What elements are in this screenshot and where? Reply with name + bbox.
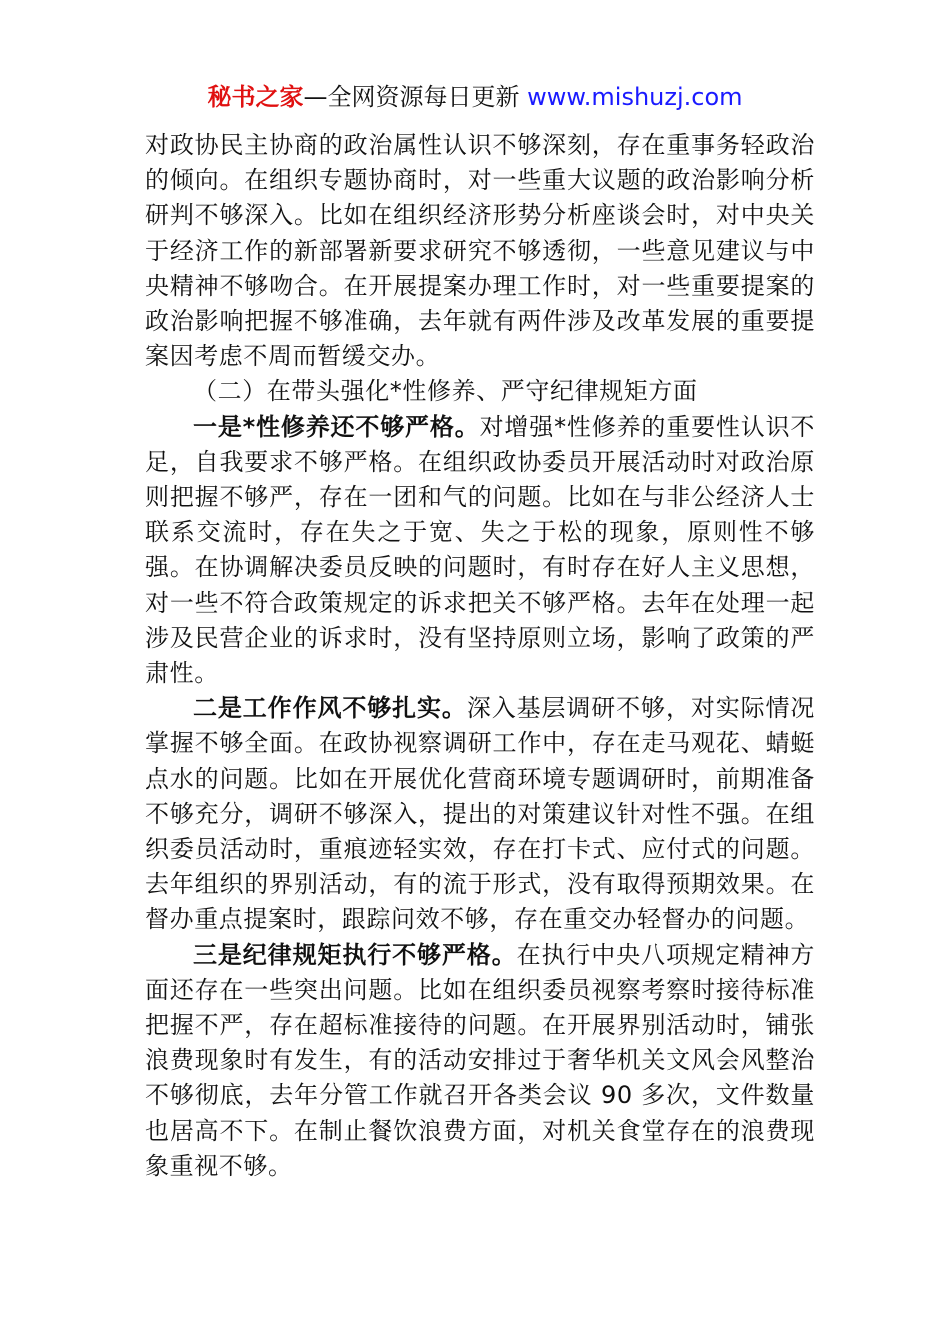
- paragraph-1: 对政协民主协商的政治属性认识不够深刻，存在重事务轻政治的倾向。在组织专题协商时，对一些重大议题的政治影响分析研判不够深入。比如在组织经济形势分析座谈会时，对中央关于经济工作的新部署新要求研究不够透彻，一些意见建议与中央精神不够吻合。在开展提案办理工作时，对一些重要提案的政治影响把握不够准确，去年就有两件涉及改革发展的重要提案因考虑不周而暂缓交办。: [145, 131, 815, 371]
- paragraph-4: [145, 938, 815, 1184]
- header-tagline: —全网资源每日更新: [303, 83, 520, 111]
- paragraph-3-body: 深入基层调研不够，对实际情况掌握不够全面。在政协视察调研工作中，存在走马观花、蜻蜓点水的问题。比如在开展优化营商环境专题调研时，前期准备不够充分，调研不够深入，提出的对策建议针对性不强。在组织委员活动时，重痕迹轻实效，存在打卡式、应付式的问题。去年组织的界别活动，有的流于形式，没有取得预期效果。在督办重点提案时，跟踪问效不够，存在重交办轻督办的问题。: [145, 694, 815, 934]
- website-link[interactable]: www.mishuzj.com: [527, 83, 743, 111]
- paragraph-4-body: 在执行中央八项规定精神方面还存在一些突出问题。比如在组织委员视察考察时接待标准把握不严，存在超标准接待的问题。在开展界别活动时，铺张浪费现象时有发生，有的活动安排过于奢华机关文风会风整治不够彻底，去年分管工作就召开各类会议 90 多次，文件数量也居高不下。在制止餐饮浪费方面，对机关食堂存在的浪费现象重视不够。: [145, 940, 815, 1180]
- document-body: [145, 128, 815, 1184]
- paragraph-3: [145, 691, 815, 937]
- paragraph-3-lead: 二是工作作风不够扎实。: [193, 694, 467, 723]
- paragraph-4-lead: 三是纪律规矩执行不够严格。: [193, 940, 517, 969]
- section-heading: （二）在带头强化*性修养、严守纪律规矩方面: [193, 377, 698, 406]
- page-header: [0, 80, 950, 114]
- paragraph-2-body: 对增强*性修养的重要性认识不足，自我要求不够严格。在组织政协委员开展活动时对政治原则把握不够严，存在一团和气的问题。比如在与非公经济人士联系交流时，存在失之于宽、失之于松的现象，原则性不够强。在协调解决委员反映的问题时，有时存在好人主义思想，对一些不符合政策规定的诉求把关不够严格。去年在处理一起涉及民营企业的诉求时，没有坚持原则立场，影响了政策的严肃性。: [145, 412, 816, 688]
- paragraph-2-lead: 一是*性修养还不够严格。: [193, 412, 480, 441]
- paragraph-2: [145, 410, 815, 692]
- brand-name: 秘书之家: [207, 83, 304, 111]
